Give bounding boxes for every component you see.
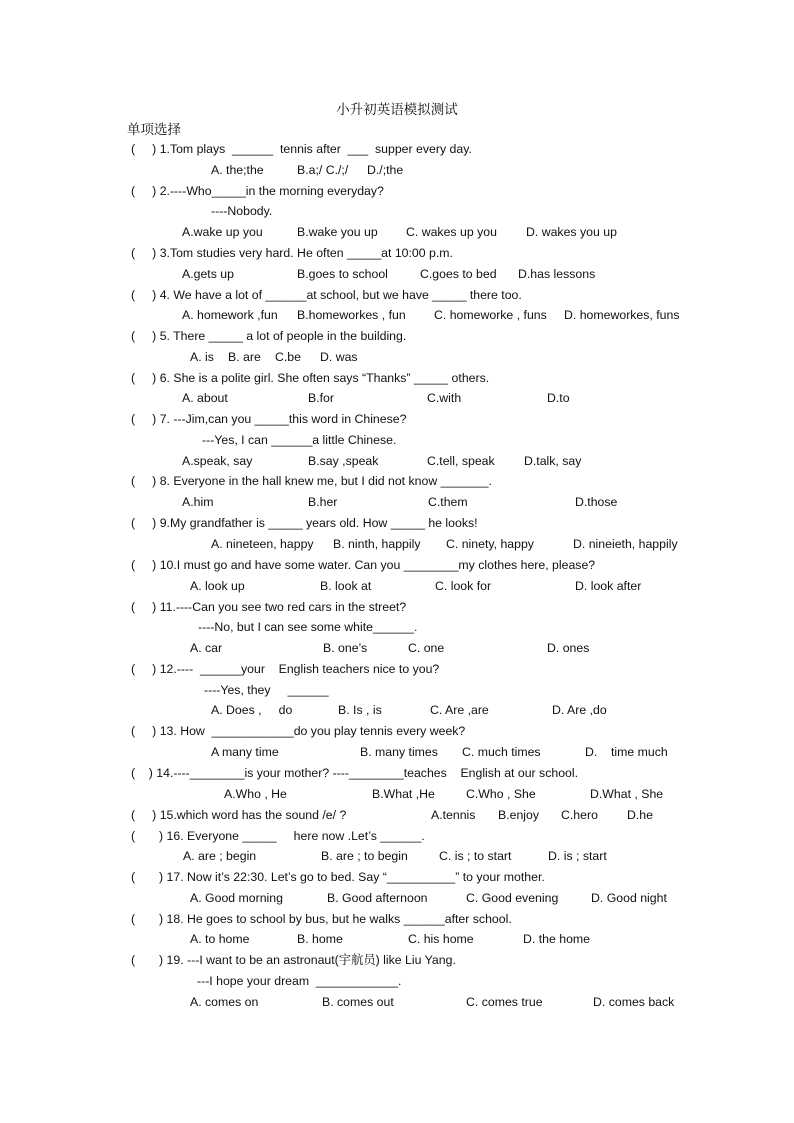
question-2-reply: ----Nobody. [211, 204, 273, 218]
question-18-stem: ( ) 18. He goes to school by bus, but he walks ______after school. [131, 912, 512, 926]
question-10-option-a: A. look up [190, 579, 245, 593]
question-19-option-d: D. comes back [593, 995, 675, 1009]
question-13-option-d: D. time much [585, 745, 668, 759]
question-2-option-b: B.wake you up [297, 225, 378, 239]
question-2-option-d: D. wakes you up [526, 225, 617, 239]
question-7-option-a: A.speak, say [182, 454, 253, 468]
question-7-option-d: D.talk, say [524, 454, 582, 468]
question-17-option-d: D. Good night [591, 891, 667, 905]
question-7-stem: ( ) 7. ---Jim,can you _____this word in Chinese? [131, 412, 407, 426]
question-4-option-c: C. homeworke , funs [434, 308, 547, 322]
question-1-option-c: D./;the [367, 163, 404, 177]
question-1-option-a: A. the;the [211, 163, 264, 177]
page-title: 小升初英语模拟测试 [336, 102, 458, 117]
question-9-option-c: C. ninety, happy [446, 537, 534, 551]
question-4-option-b: B.homeworkes , fun [297, 308, 406, 322]
question-4-option-d: D. homeworkes, funs [564, 308, 680, 322]
question-18-option-b: B. home [297, 932, 343, 946]
question-8-stem: ( ) 8. Everyone in the hall knew me, but I did not know _______. [131, 474, 492, 488]
question-10-option-c: C. look for [435, 579, 492, 593]
question-10-option-d: D. look after [575, 579, 642, 593]
question-8-option-a: A.him [182, 495, 214, 509]
question-14-option-d: D.What , She [590, 787, 664, 801]
question-6-option-b: B.for [308, 391, 334, 405]
question-6-option-c: C.with [427, 391, 462, 405]
question-9-option-a: A. nineteen, happy [211, 537, 314, 551]
question-16-option-b: B. are ; to begin [321, 849, 408, 863]
question-7-option-c: C.tell, speak [427, 454, 495, 468]
section-heading: 单项选择 [127, 122, 181, 137]
question-17-option-c: C. Good evening [466, 891, 559, 905]
question-16-option-d: D. is ; start [548, 849, 607, 863]
question-11-option-d: D. ones [547, 641, 590, 655]
question-5-option-d: D. was [320, 350, 358, 364]
question-18-option-a: A. to home [190, 932, 250, 946]
question-17-stem: ( ) 17. Now it’s 22:30. Let’s go to bed. Say “__________” to your mother. [131, 870, 545, 884]
question-14-stem: ( ) 14.----________is your mother? ----________teaches English at our school. [131, 766, 579, 780]
question-8-option-c: C.them [428, 495, 468, 509]
question-11-stem: ( ) 11.----Can you see two red cars in the street? [131, 600, 407, 614]
question-13-stem: ( ) 13. How ____________do you play tennis every week? [131, 724, 466, 738]
question-3-option-d: D.has lessons [518, 267, 596, 281]
question-19-reply: ---I hope your dream ____________. [197, 974, 402, 988]
question-17-option-b: B. Good afternoon [327, 891, 428, 905]
question-16-option-c: C. is ; to start [439, 849, 512, 863]
question-12-option-a: A. Does , do [211, 703, 293, 717]
question-10-option-b: B. look at [320, 579, 372, 593]
question-5-stem: ( ) 5. There _____ a lot of people in the building. [131, 329, 407, 343]
question-11-reply: ----No, but I can see some white______. [198, 620, 418, 634]
question-16-stem: ( ) 16. Everyone _____ here now .Let’s ______. [131, 829, 425, 843]
question-12-option-b: B. Is , is [338, 703, 382, 717]
question-5-option-b: B. are [228, 350, 261, 364]
question-15-option-a: A.tennis [431, 808, 476, 822]
question-7-option-b: B.say ,speak [308, 454, 379, 468]
question-9-option-b: B. ninth, happily [333, 537, 421, 551]
question-15-stem: ( ) 15.which word has the sound /e/ ? [131, 808, 347, 822]
question-19-option-b: B. comes out [322, 995, 394, 1009]
question-12-stem: ( ) 12.---- ______your English teachers nice to you? [131, 662, 440, 676]
question-4-stem: ( ) 4. We have a lot of ______at school, but we have _____ there too. [131, 288, 522, 302]
question-6-stem: ( ) 6. She is a polite girl. She often says “Thanks” _____ others. [131, 371, 490, 385]
question-3-stem: ( ) 3.Tom studies very hard. He often _____at 10:00 p.m. [131, 246, 453, 260]
question-1-option-b: B.a;/ C./;/ [297, 163, 349, 177]
question-2-stem: ( ) 2.----Who_____in the morning everyday? [131, 184, 384, 198]
question-18-option-d: D. the home [523, 932, 590, 946]
question-15-option-b: B.enjoy [498, 808, 540, 822]
question-17-option-a: A. Good morning [190, 891, 283, 905]
question-19-option-a: A. comes on [190, 995, 259, 1009]
question-8-option-b: B.her [308, 495, 338, 509]
question-9-option-d: D. nineieth, happily [573, 537, 678, 551]
question-1-stem: ( ) 1.Tom plays ______ tennis after ___ supper every day. [131, 142, 472, 156]
question-4-option-a: A. homework ,fun [182, 308, 278, 322]
question-9-stem: ( ) 9.My grandfather is _____ years old. How _____ he looks! [131, 516, 478, 530]
question-13-option-c: C. much times [462, 745, 541, 759]
question-13-option-b: B. many times [360, 745, 438, 759]
question-8-option-d: D.those [575, 495, 618, 509]
question-6-option-d: D.to [547, 391, 570, 405]
question-10-stem: ( ) 10.I must go and have some water. Can you ________my clothes here, please? [131, 558, 596, 572]
question-2-option-a: A.wake up you [182, 225, 263, 239]
question-15-option-c: C.hero [561, 808, 598, 822]
question-3-option-b: B.goes to school [297, 267, 388, 281]
question-13-option-a: A many time [211, 745, 279, 759]
question-15-option-d: D.he [627, 808, 653, 822]
question-3-option-a: A.gets up [182, 267, 234, 281]
question-3-option-c: C.goes to bed [420, 267, 497, 281]
question-5-option-c: C.be [275, 350, 301, 364]
question-2-option-c: C. wakes up you [406, 225, 497, 239]
question-11-option-c: C. one [408, 641, 445, 655]
question-11-option-b: B. one’s [323, 641, 368, 655]
question-14-option-b: B.What ,He [372, 787, 435, 801]
question-14-option-c: C.Who , She [466, 787, 536, 801]
question-5-option-a: A. is [190, 350, 214, 364]
question-16-option-a: A. are ; begin [183, 849, 257, 863]
question-6-option-a: A. about [182, 391, 228, 405]
question-11-option-a: A. car [190, 641, 223, 655]
question-7-reply: ---Yes, I can ______a little Chinese. [202, 433, 397, 447]
question-19-stem: ( ) 19. ---I want to be an astronaut(宇航员) like Liu Yang. [131, 953, 456, 967]
question-19-option-c: C. comes true [466, 995, 543, 1009]
question-12-reply: ----Yes, they ______ [204, 683, 329, 697]
question-18-option-c: C. his home [408, 932, 474, 946]
question-12-option-c: C. Are ,are [430, 703, 489, 717]
question-14-option-a: A.Who , He [224, 787, 287, 801]
question-12-option-d: D. Are ,do [552, 703, 607, 717]
